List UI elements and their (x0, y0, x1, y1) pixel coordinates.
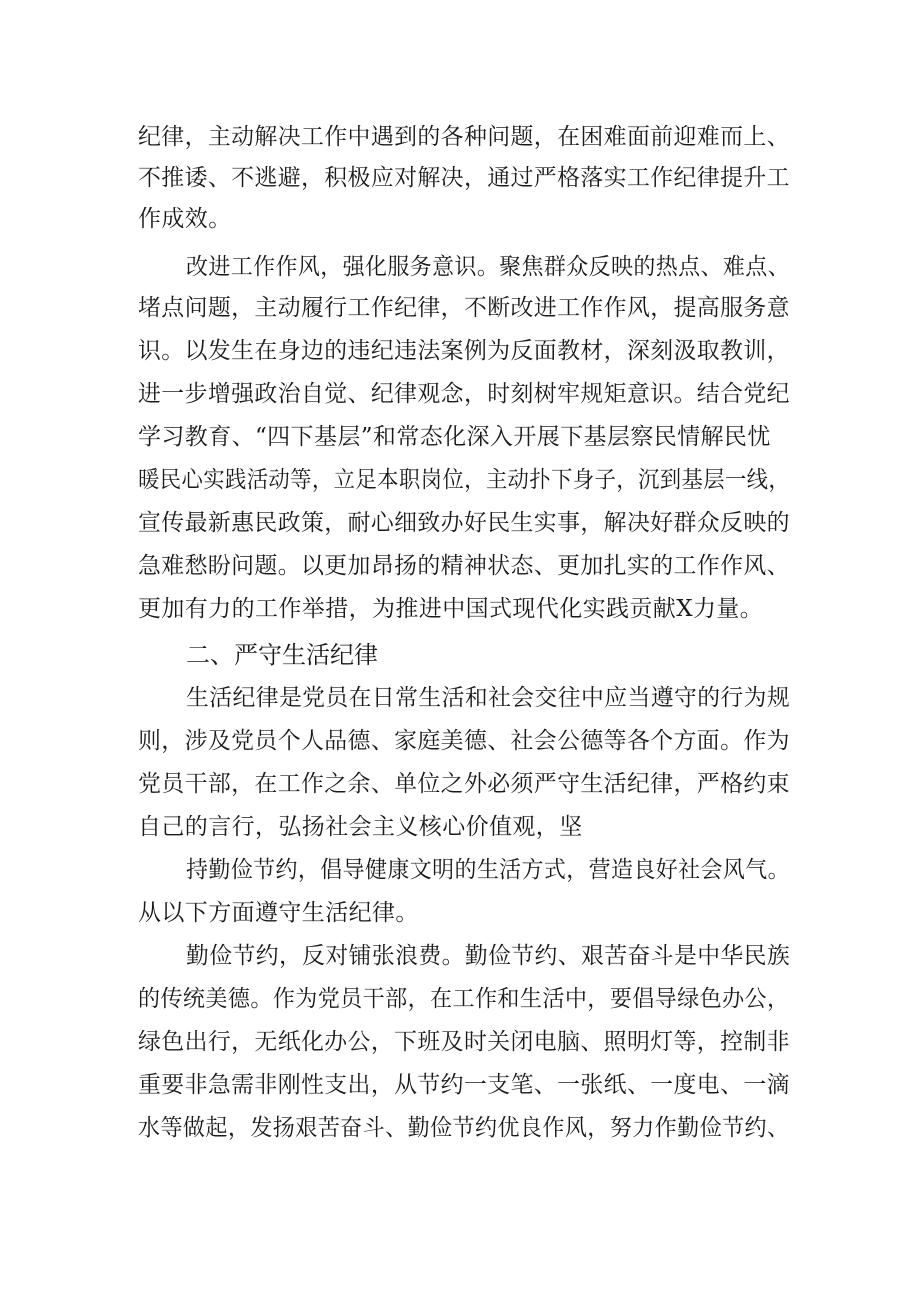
paragraph-line: 党员干部，在工作之余、单位之外必须严守生活纪律，严格约束 (138, 771, 790, 797)
paragraph-line: 持勤俭节约，倡导健康文明的生活方式，营造良好社会风气。 (186, 857, 791, 883)
paragraph-line: 自己的言行，弘扬社会主义核心价值观，坚 (138, 814, 583, 840)
section-heading: 二、严守生活纪律 (186, 641, 378, 669)
paragraph-line: 生活纪律是党员在日常生活和社会交往中应当遵守的行为规 (186, 685, 791, 711)
paragraph-line: 纪律，主动解决工作中遇到的各种问题，在困难面前迎难而上、 (138, 124, 790, 150)
paragraph-line: 改进工作作风，强化服务意识。聚焦群众反映的热点、难点、 (186, 254, 791, 280)
paragraph-line: 则，涉及党员个人品德、家庭美德、社会公德等各个方面。作为 (138, 728, 790, 754)
paragraph-line: 重要非急需非刚性支出，从节约一支笔、一张纸、一度电、一滴 (138, 1072, 790, 1098)
paragraph-line: 进一步增强政治自觉、纪律观念，时刻树牢规矩意识。结合党纪 (138, 381, 790, 407)
paragraph-line: 学习教育、“四下基层”和常态化深入开展下基层察民情解民忧 (138, 424, 771, 450)
paragraph-line: 作成效。 (138, 206, 232, 232)
paragraph-line: 不推诿、不逃避，积极应对解决，通过严格落实工作纪律提升工 (138, 165, 790, 191)
paragraph-line: 水等做起，发扬艰苦奋斗、勤俭节约优良作风，努力作勤俭节约、 (138, 1115, 790, 1141)
paragraph-line: 暖民心实践活动等，立足本职岗位，主动扑下身子，沉到基层一线， (138, 467, 791, 493)
paragraph-line: 堵点问题，主动履行工作纪律，不断改进工作作风，提高服务意 (138, 295, 790, 321)
paragraph-line: 从以下方面遵守生活纪律。 (138, 900, 419, 926)
paragraph-line: 识。以发生在身边的违纪违法案例为反面教材，深刻汲取教训， (138, 338, 790, 364)
paragraph-line: 绿色出行，无纸化办公，下班及时关闭电脑、照明灯等，控制非 (138, 1029, 790, 1055)
paragraph-line: 更加有力的工作举措，为推进中国式现代化实践贡献X力量。 (138, 596, 764, 622)
paragraph-line: 急难愁盼问题。以更加昂扬的精神状态、更加扎实的工作作风、 (138, 553, 790, 579)
paragraph-line: 宣传最新惠民政策，耐心细致办好民生实事，解决好群众反映的 (138, 510, 790, 536)
paragraph-line: 的传统美德。作为党员干部，在工作和生活中，要倡导绿色办公， (138, 986, 790, 1012)
paragraph-line: 勤俭节约，反对铺张浪费。勤俭节约、艰苦奋斗是中华民族 (186, 943, 791, 969)
